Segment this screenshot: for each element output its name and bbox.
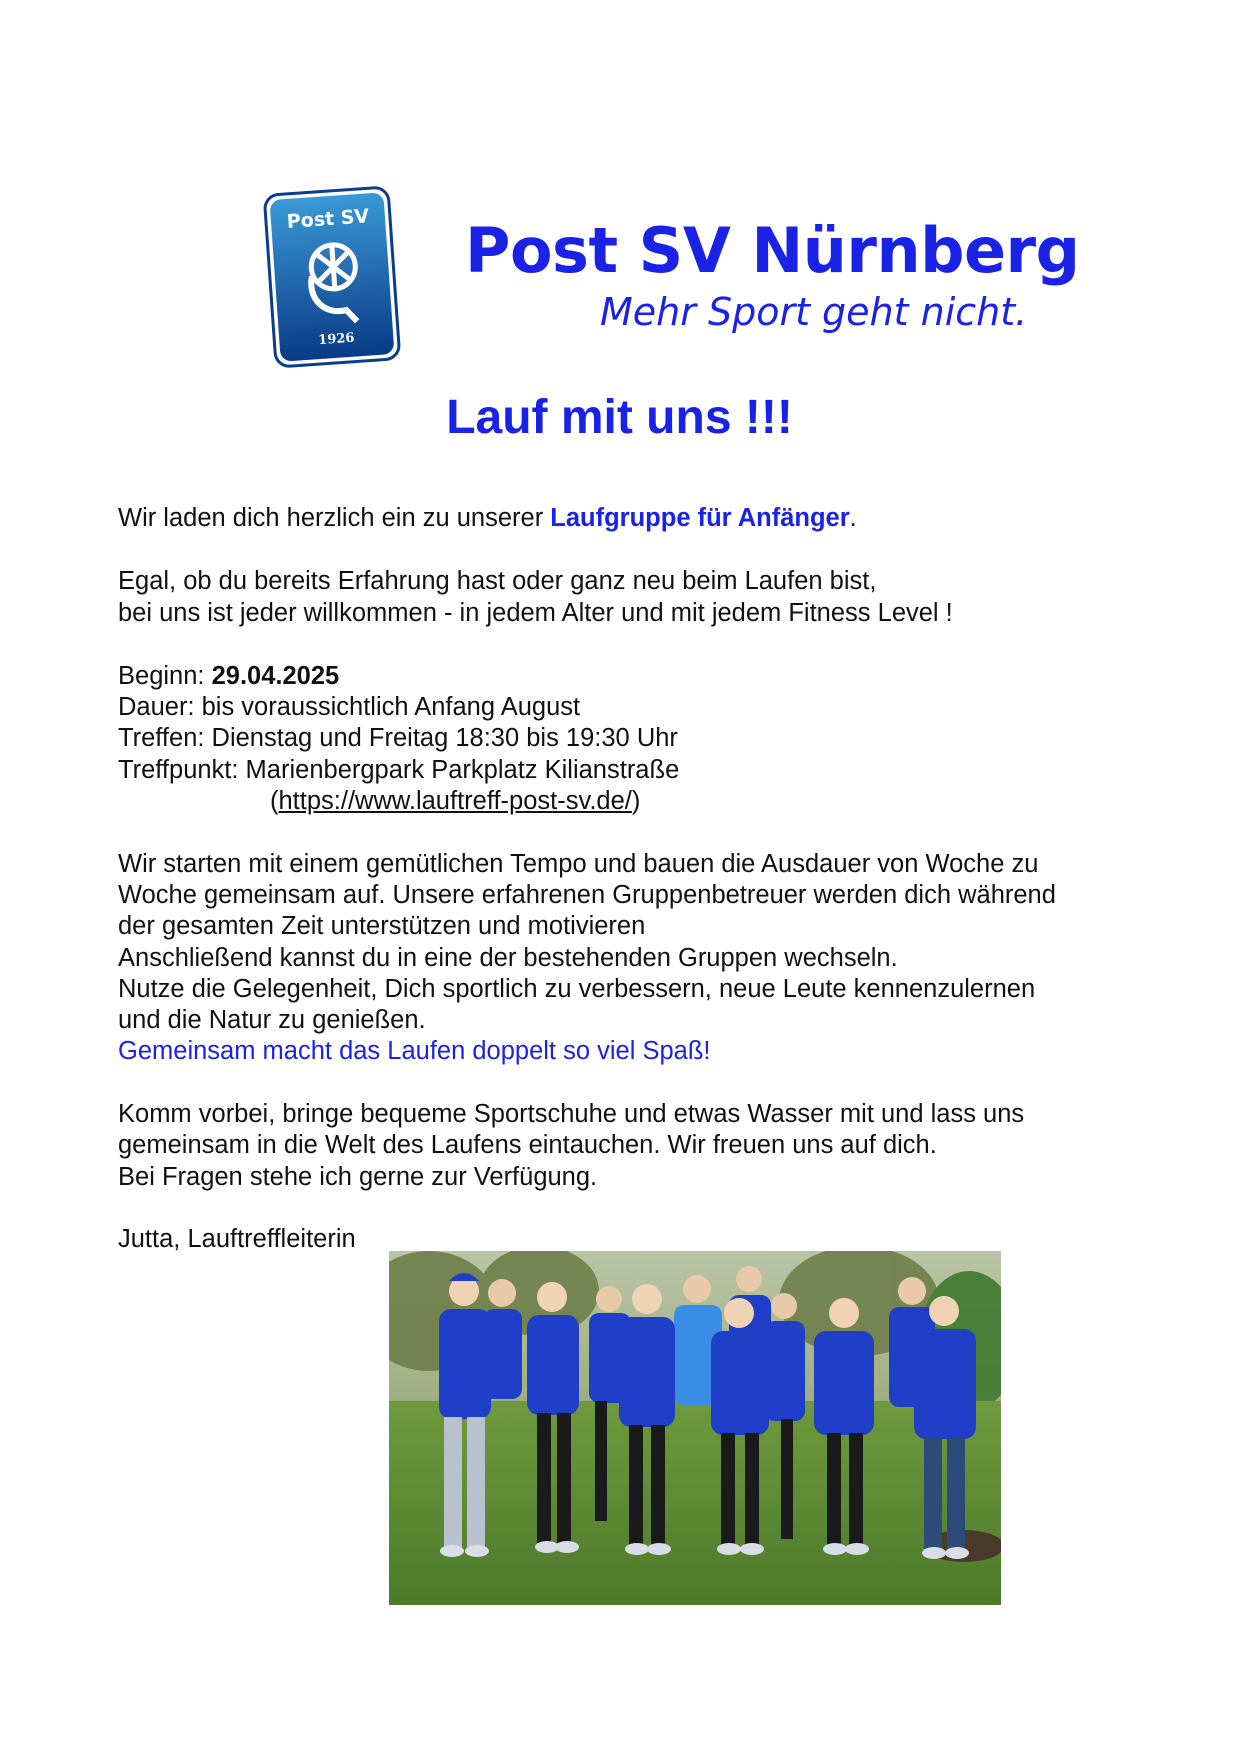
duration-line: Dauer: bis voraussichtlich Anfang August [118,693,581,721]
closing-line-2: gemeinsam in die Welt des Laufens eintauchen. Wir freuen uns auf dich. [118,1131,937,1159]
intro-highlight: Laufgruppe für Anfänger [550,504,850,532]
body-highlight-line: Gemeinsam macht das Laufen doppelt so viel Spaß! [118,1037,711,1065]
brand-title: Post SV Nürnberg [465,214,1080,287]
headline-text: Lauf mit uns !!! [446,391,793,444]
intro-line [118,503,857,535]
link-close: ) [631,787,641,815]
begin-date: 29.04.2025 [211,662,340,690]
logo-year: 1926 [317,330,355,349]
link-open: ( [270,787,279,815]
begin-line [118,661,339,693]
body-line-2: Woche gemeinsam auf. Unsere erfahrenen Gruppenbetreuer werden dich während [118,881,1056,909]
begin-label: Beginn: [118,662,212,690]
page-headline [0,390,1239,445]
body-line-4: Anschließend kannst du in eine der bestehenden Gruppen wechseln. [118,944,898,972]
welcome-line-2: bei uns ist jeder willkommen - in jedem Alter und mit jedem Fitness Level ! [118,599,953,627]
closing-line-3: Bei Fragen stehe ich gerne zur Verfügung. [118,1163,598,1191]
body-line-5: Nutze die Gelegenheit, Dich sportlich zu verbessern, neue Leute kennenzulernen [118,975,1036,1003]
group-photo [389,1251,1001,1605]
closing-line-1: Komm vorbei, bringe bequeme Sportschuhe und etwas Wasser mit und lass uns [118,1100,1025,1128]
intro-after: . [849,504,857,532]
location-line: Treffpunkt: Marienbergpark Parkplatz Kilianstraße [118,756,680,784]
body-line-1: Wir starten mit einem gemütlichen Tempo und bauen die Ausdauer von Woche zu [118,850,1039,878]
signature: Jutta, Lauftreffleiterin [118,1225,356,1253]
link-line [270,786,640,818]
welcome-line-1: Egal, ob du bereits Erfahrung hast oder ganz neu beim Laufen bist, [118,567,877,595]
brand-slogan: Mehr Sport geht nicht. [600,290,1028,334]
body-line-6: und die Natur zu genießen. [118,1006,426,1034]
body-line-3: der gesamten Zeit unterstützen und motivieren [118,912,646,940]
meeting-line: Treffen: Dienstag und Freitag 18:30 bis 19:30 Uhr [118,724,678,752]
intro-before: Wir laden dich herzlich ein zu unserer [118,504,551,532]
logo-text: Post SV [286,205,370,233]
lauftreff-link[interactable]: https://www.lauftreff-post-sv.de/ [278,787,632,815]
post-sv-logo [262,185,402,370]
